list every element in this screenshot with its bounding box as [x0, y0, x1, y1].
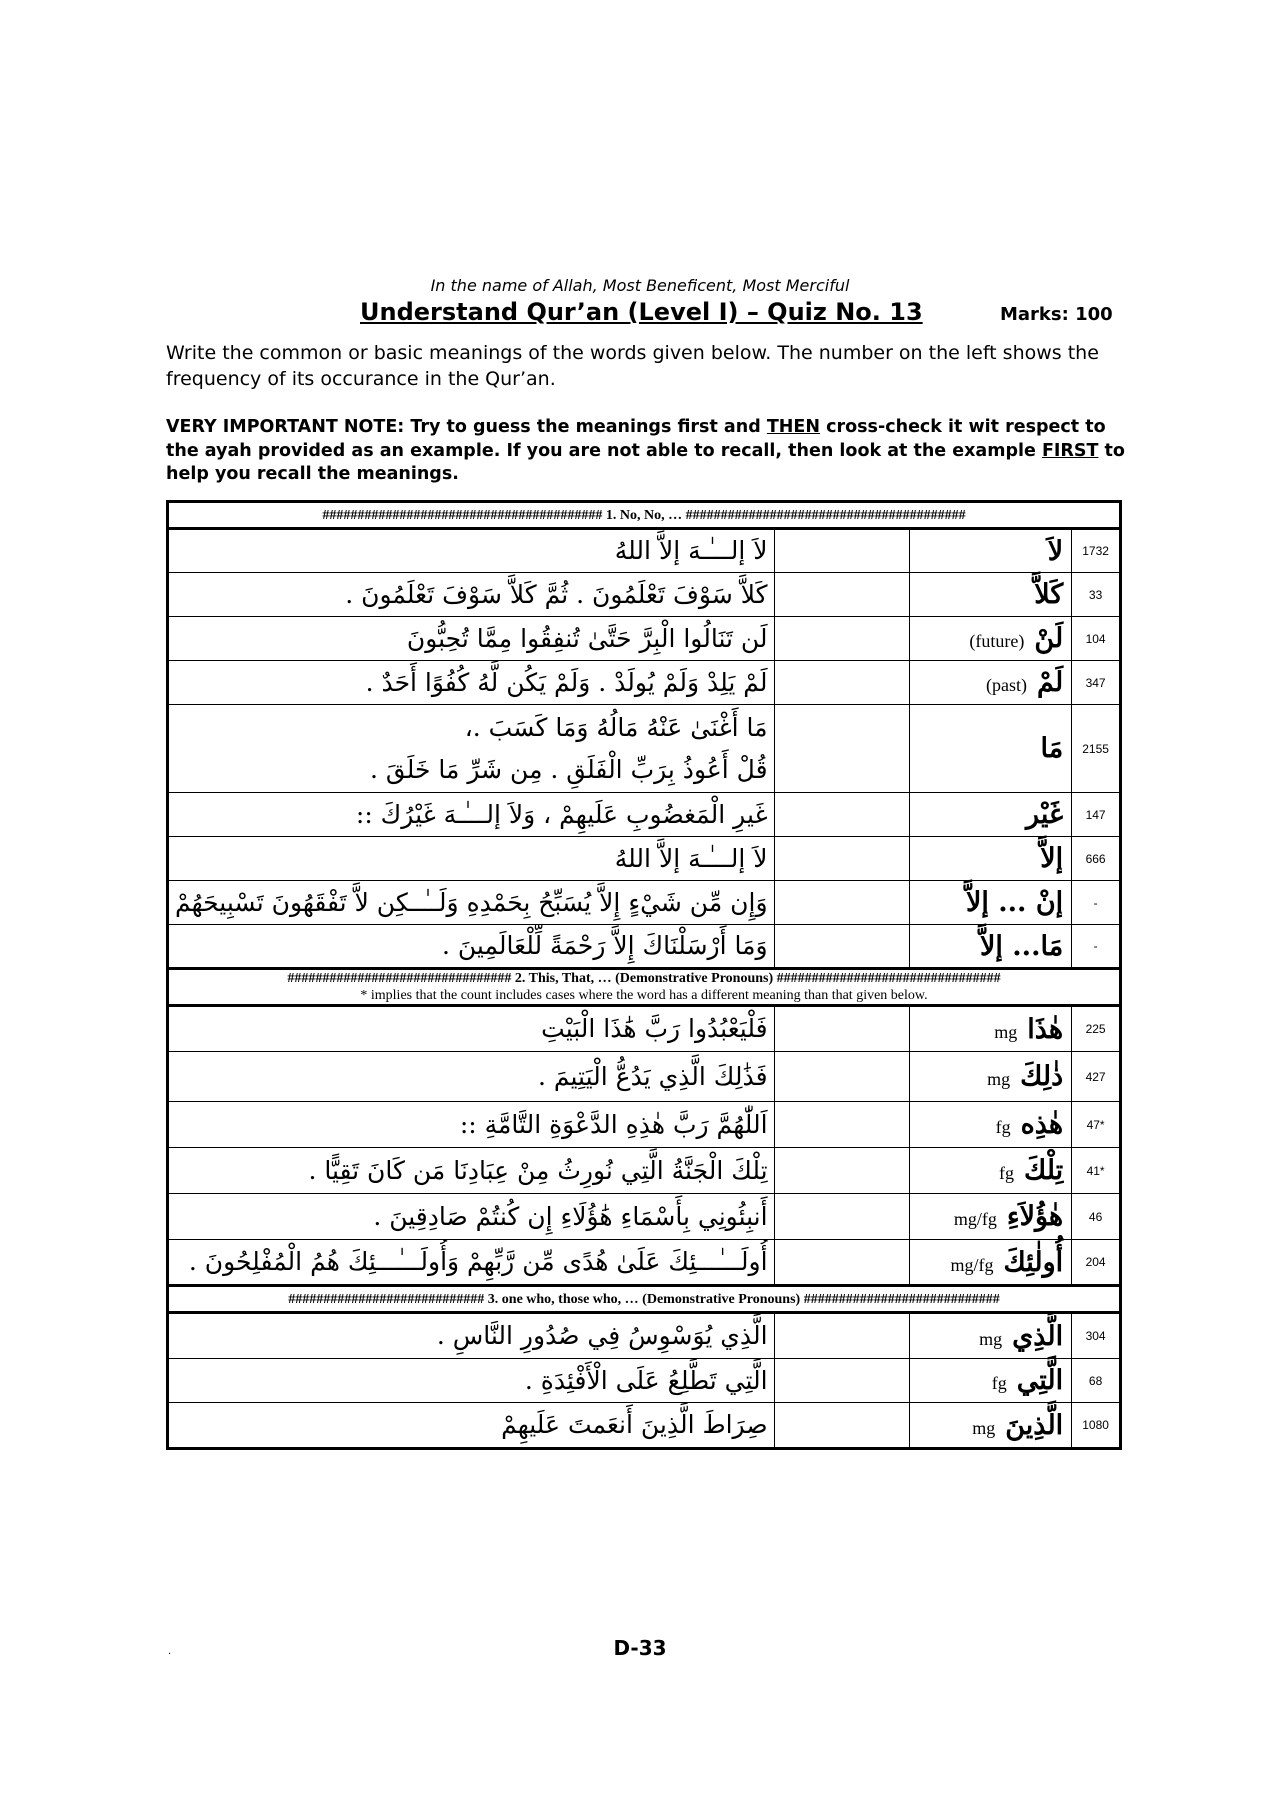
quiz-word-cell	[909, 837, 1071, 881]
frequency-count: 666	[1072, 837, 1121, 881]
answer-blank[interactable]	[774, 573, 909, 617]
answer-blank[interactable]	[774, 661, 909, 705]
frequency-count: 46	[1072, 1194, 1121, 1240]
frequency-count: 104	[1072, 617, 1121, 661]
example-ayah: الَّذِي يُوَسْوِسُ فِي صُدُورِ النَّاسِ .	[436, 1321, 768, 1350]
example-ayah-cell	[168, 1148, 775, 1194]
quiz-word: لَنْ	[1034, 623, 1064, 654]
quiz-word: كَلاَّ	[1034, 579, 1064, 610]
quiz-word-cell	[909, 661, 1071, 705]
quiz-word-cell	[909, 1313, 1071, 1359]
quiz-word: غَيْر	[1026, 799, 1064, 830]
quiz-word: إنْ ... إلاَّ	[965, 887, 1064, 918]
quiz-word: أُولٰئِكَ	[1003, 1246, 1064, 1278]
example-ayah: وَإِن مِّن شَيْءٍ إِلاَّ يُسَبِّحُ بِحَمْدِهِ وَلَــٰــكِن لاَّ تَفْقَهُونَ تَسْبِيحَهُمْ	[175, 887, 768, 917]
word-row	[168, 793, 1121, 837]
quiz-word: الَّذِي	[1012, 1320, 1064, 1352]
grammar-tag: (future)	[969, 631, 1025, 651]
frequency-count: 225	[1072, 1006, 1121, 1052]
example-ayah-cell	[168, 617, 775, 661]
example-ayah-cell	[168, 529, 775, 573]
grammar-tag: mg	[994, 1021, 1018, 1042]
quiz-word-cell	[909, 1148, 1071, 1194]
answer-blank[interactable]	[774, 1148, 909, 1194]
example-ayah: وَمَا أَرْسَلْنَاكَ إِلاَّ رَحْمَةً لِّلْعَالَمِينَ .	[441, 931, 768, 960]
note-lead: VERY IMPORTANT NOTE: Try to guess the meanings first and	[166, 417, 767, 437]
word-row	[168, 1313, 1121, 1359]
answer-blank[interactable]	[774, 529, 909, 573]
example-ayah-cell	[168, 705, 775, 793]
example-ayah: غَيرِ الْمَغضُوبِ عَلَيهِمْ ، وَلاَ إلـــٰـهَ غَيْرُكَ ::	[355, 799, 768, 829]
section-title: ################################ 2. This, That, … (Demonstrative Pronouns) ################################	[287, 971, 1001, 986]
frequency-count: 1732	[1072, 529, 1121, 573]
frequency-count: 204	[1072, 1240, 1121, 1286]
section-title-cell	[168, 1286, 1121, 1313]
section-title: ######################################## 1. No, No, … ########################################	[322, 507, 966, 523]
frequency-count: 347	[1072, 661, 1121, 705]
page-number: D-33	[613, 1636, 667, 1660]
quiz-word: الَّذِينَ	[1005, 1409, 1064, 1441]
note-first: FIRST	[1041, 440, 1099, 461]
example-ayah: لَمْ يَلِدْ وَلَمْ يُولَدْ . وَلَمْ يَكُن لَّهُ كُفُوًا أَحَدٌ .	[365, 667, 768, 697]
word-row	[168, 1240, 1121, 1286]
grammar-tag: fg	[998, 1163, 1014, 1183]
example-ayah-cell	[168, 881, 775, 925]
word-row	[168, 1403, 1121, 1449]
grammar-tag: mg	[979, 1328, 1003, 1349]
section-header-2	[168, 969, 1121, 1006]
example-ayah-cell	[168, 1194, 775, 1240]
quiz-word-cell	[909, 1359, 1071, 1403]
answer-blank[interactable]	[774, 1240, 909, 1286]
page-title: Understand Qur’an (Level I) – Quiz No. 13	[360, 298, 923, 326]
answer-blank[interactable]	[774, 793, 909, 837]
quiz-word: ذٰلِكَ	[1020, 1061, 1064, 1092]
quiz-word-cell	[909, 881, 1071, 925]
frequency-count: 68	[1072, 1359, 1121, 1403]
bismillah-line: In the name of Allah, Most Beneficent, Most Merciful	[430, 276, 850, 295]
answer-blank[interactable]	[774, 705, 909, 793]
word-row	[168, 1359, 1121, 1403]
section-title: ############################ 3. one who, those who, … (Demonstrative Pronouns) ############################	[288, 1291, 1000, 1307]
example-ayah: قُلْ أَعُوذُ بِرَبِّ الْفَلَقِ . مِن شَرِّ مَا خَلَقَ .	[369, 754, 768, 784]
grammar-tag: mg	[987, 1069, 1011, 1089]
answer-blank[interactable]	[774, 1313, 909, 1359]
example-ayah: مَا أَغْنَىٰ عَنْهُ مَالُهُ وَمَا كَسَبَ .،	[464, 712, 768, 742]
note-then: THEN	[766, 417, 821, 437]
quiz-word: تِلْكَ	[1023, 1155, 1064, 1186]
quiz-word-cell	[909, 793, 1071, 837]
word-row	[168, 925, 1121, 969]
quiz-word: هٰذَا	[1027, 1013, 1064, 1045]
frequency-count: 1080	[1072, 1403, 1121, 1449]
section-title-cell	[168, 502, 1121, 529]
example-ayah: لاَ إلـــٰـهَ إلاَّ اللهُ	[614, 536, 768, 565]
quiz-word-cell	[909, 529, 1071, 573]
answer-blank[interactable]	[774, 1102, 909, 1148]
word-row	[168, 1102, 1121, 1148]
word-row	[168, 1148, 1121, 1194]
section-header-1	[168, 502, 1121, 529]
frequency-count: 304	[1072, 1313, 1121, 1359]
frequency-count: 2155	[1072, 705, 1121, 793]
word-row	[168, 617, 1121, 661]
quiz-word: مَا... إلاَّ	[979, 930, 1064, 962]
example-ayah: اَللّٰهُمَّ رَبَّ هٰذِهِ الدَّعْوَةِ التَّامَّةِ ::	[459, 1109, 768, 1139]
answer-blank[interactable]	[774, 881, 909, 925]
example-ayah-cell	[168, 1006, 775, 1052]
answer-blank[interactable]	[774, 1006, 909, 1052]
frequency-count: 147	[1072, 793, 1121, 837]
example-ayah-cell	[168, 925, 775, 969]
frequency-count: -	[1072, 881, 1121, 925]
grammar-tag: (past)	[985, 675, 1027, 695]
example-ayah: تِلْكَ الْجَنَّةُ الَّتِي نُورِثُ مِنْ عِبَادِنَا مَن كَانَ تَقِيًّا .	[308, 1155, 768, 1185]
quiz-word: لاَ	[1047, 535, 1064, 567]
frequency-count: 41*	[1072, 1148, 1121, 1194]
word-row	[168, 705, 1121, 793]
quiz-word: هٰؤُلاَءِ	[1006, 1201, 1064, 1232]
example-ayah-cell	[168, 1403, 775, 1449]
example-ayah-cell	[168, 661, 775, 705]
frequency-count: 33	[1072, 573, 1121, 617]
note-mid: cross-check it wit respect to the ayah provided as an example. If you are not able to recall, then look at the example	[166, 417, 1106, 461]
instructions: Write the common or basic meanings of the words given below. The number on the left shows the frequency of its occurance in the Qur’an.	[166, 342, 1099, 390]
quiz-word: إلاَّ	[1040, 843, 1064, 874]
grammar-tag: mg	[972, 1417, 996, 1438]
word-row	[168, 661, 1121, 705]
answer-blank[interactable]	[774, 1403, 909, 1449]
example-ayah: لَن تَنَالُوا الْبِرَّ حَتَّىٰ تُنفِقُوا مِمَّا تُحِبُّونَ	[406, 623, 768, 653]
quiz-table	[166, 500, 1122, 1450]
example-ayah-cell	[168, 1052, 775, 1102]
grammar-tag: fg	[995, 1117, 1011, 1137]
example-ayah: الَّتِي تَطَّلِعُ عَلَى الْأَفْئِدَةِ .	[524, 1365, 768, 1395]
example-ayah-cell	[168, 1240, 775, 1286]
quiz-word-cell	[909, 925, 1071, 969]
quiz-word-cell	[909, 1240, 1071, 1286]
word-row	[168, 1194, 1121, 1240]
quiz-word-cell	[909, 1006, 1071, 1052]
quiz-word-cell	[909, 1102, 1071, 1148]
answer-blank[interactable]	[774, 837, 909, 881]
section-subtitle: * implies that the count includes cases where the word has a different meaning than that given below.	[360, 988, 928, 1003]
example-ayah: لاَ إلـــٰـهَ إلاَّ اللهُ	[614, 843, 768, 873]
quiz-word-cell	[909, 705, 1071, 793]
answer-blank[interactable]	[774, 1194, 909, 1240]
example-ayah: فَلْيَعْبُدُوا رَبَّ هَٰذَا الْبَيْتِ	[541, 1014, 768, 1043]
frequency-count: 47*	[1072, 1102, 1121, 1148]
quiz-word-cell	[909, 1052, 1071, 1102]
answer-blank[interactable]	[774, 1359, 909, 1403]
section-header-3	[168, 1286, 1121, 1313]
quiz-word: الَّتِي	[1016, 1365, 1064, 1396]
example-ayah-cell	[168, 1313, 775, 1359]
quiz-table-body	[168, 502, 1121, 1449]
example-ayah: أُولَـــٰـــئِكَ عَلَىٰ هُدًى مِّن رَّبِّهِمْ وَأُولَـــٰـــئِكَ هُمُ الْمُفْلِحُونَ .	[188, 1247, 768, 1276]
answer-blank[interactable]	[774, 617, 909, 661]
section-title-cell	[168, 969, 1121, 1006]
quiz-word: لَمْ	[1036, 667, 1064, 698]
marks-label: Marks: 100	[1000, 304, 1113, 325]
example-ayah: صِرَاطَ الَّذِينَ أَنعَمتَ عَلَيهِمْ	[501, 1410, 768, 1439]
example-ayah-cell	[168, 1359, 775, 1403]
word-row	[168, 1006, 1121, 1052]
note-tail: to help you recall the meanings.	[166, 440, 1125, 484]
example-ayah-cell	[168, 573, 775, 617]
example-ayah: كَلاَّ سَوْفَ تَعْلَمُونَ . ثُمَّ كَلاَّ سَوْفَ تَعْلَمُونَ .	[345, 579, 768, 609]
example-ayah: فَذَٰلِكَ الَّذِي يَدُعُّ الْيَتِيمَ .	[537, 1061, 768, 1091]
example-ayah-cell	[168, 793, 775, 837]
word-row	[168, 573, 1121, 617]
quiz-word-cell	[909, 617, 1071, 661]
frequency-count: 427	[1072, 1052, 1121, 1102]
frequency-count: -	[1072, 925, 1121, 969]
word-row	[168, 837, 1121, 881]
example-ayah-cell	[168, 837, 775, 881]
example-ayah: أَنبِئُونِي بِأَسْمَاءِ هَٰؤُلَاءِ إِن كُنتُمْ صَادِقِينَ .	[373, 1201, 768, 1231]
answer-blank[interactable]	[774, 925, 909, 969]
answer-blank[interactable]	[774, 1052, 909, 1102]
quiz-word: هٰذِه	[1020, 1109, 1064, 1140]
example-ayah-cell	[168, 1102, 775, 1148]
quiz-word: مَا	[1040, 733, 1064, 764]
quiz-word-cell	[909, 1194, 1071, 1240]
word-row	[168, 1052, 1121, 1102]
word-row	[168, 529, 1121, 573]
quiz-word-cell	[909, 1403, 1071, 1449]
important-note	[166, 416, 1126, 487]
word-row	[168, 881, 1121, 925]
grammar-tag: mg/fg	[953, 1209, 997, 1229]
grammar-tag: mg/fg	[950, 1254, 994, 1275]
footer-dot: .	[168, 1646, 172, 1657]
grammar-tag: fg	[991, 1373, 1007, 1393]
quiz-word-cell	[909, 573, 1071, 617]
